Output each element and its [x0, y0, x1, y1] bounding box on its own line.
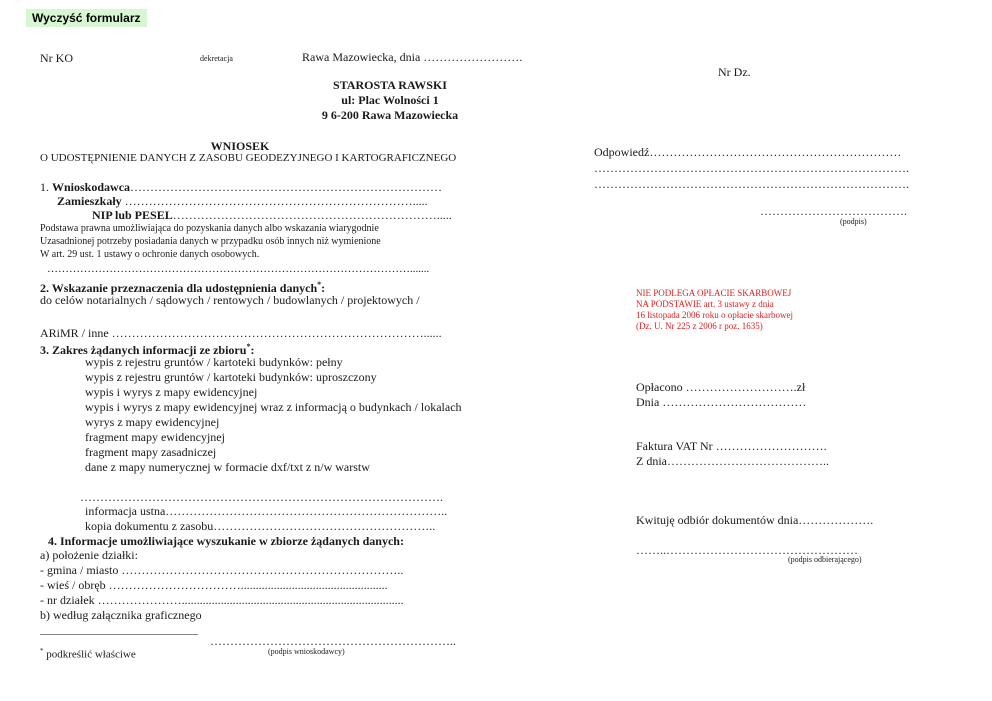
- form-title: WNIOSEK: [210, 139, 270, 153]
- scope-label: 3. Zakres żądanych informacji ze zbioru: [40, 343, 247, 357]
- footnote: [40, 645, 136, 662]
- address-field[interactable]: ……………………………………………………………….....: [124, 194, 428, 208]
- purpose-options[interactable]: do celów notarialnych / sądowych / rentowych / budowlanych / projektowych /: [40, 293, 420, 307]
- scope-star: *: [246, 342, 251, 351]
- scope-colon: :: [250, 343, 255, 357]
- legal-basis-field[interactable]: ……………………………………………………………………………………….......: [47, 263, 430, 275]
- scope-item[interactable]: dane z mapy numerycznej w formacie dxf/txt z n/w warstw: [85, 460, 370, 474]
- paid-date-field[interactable]: Dnia ………………………………: [636, 395, 807, 409]
- paid-amount-field[interactable]: Opłacono ……………………….zł: [636, 380, 806, 394]
- fee-exemption-stamp-3: 16 listopada 2006 roku o opłacie skarbowej: [636, 310, 793, 320]
- address-line: [57, 194, 428, 208]
- purpose-other[interactable]: ARiMR / inne ……………………………………………………………………......: [40, 326, 442, 340]
- receiver-signature-label: (podpis odbierającego): [788, 555, 862, 564]
- place-date: Rawa Mazowiecka, dnia …………………….: [302, 50, 523, 64]
- footnote-divider: [40, 634, 198, 635]
- village-field[interactable]: - wieś / obręb …………………………….................................................: [40, 578, 388, 592]
- graphic-attachment-label: b) według załącznika graficznego: [40, 608, 202, 622]
- legal-basis-text-1: Podstawa prawna umożliwiająca do pozyskania danych albo wskazania wiarygodnie: [40, 223, 379, 234]
- scope-item[interactable]: wyrys z mapy ewidencyjnej: [85, 415, 220, 429]
- signature-field[interactable]: ……………………………….: [760, 204, 907, 218]
- nr-dz-label: Nr Dz.: [718, 65, 751, 79]
- nip-field[interactable]: ………………………………………………………….....: [172, 208, 452, 222]
- municipality-field[interactable]: - gmina / miasto ……………………………………………………………..: [40, 563, 404, 577]
- legal-basis-text-2: Uzasadnionej potrzeby posiadania danych w przypadku osób innych niż wymienione: [40, 236, 381, 247]
- applicant-field[interactable]: ……………………………………………………………………: [130, 180, 443, 194]
- response-field-line-3[interactable]: …………………………………………………………………….: [594, 177, 909, 191]
- scope-item[interactable]: fragment mapy ewidencyjnej: [85, 430, 225, 444]
- applicant-signature-field[interactable]: ……………………………………………………..: [210, 634, 456, 648]
- office-street: ul: Plac Wolności 1: [341, 93, 439, 107]
- scope-item[interactable]: fragment mapy zasadniczej: [85, 445, 217, 459]
- layers-field[interactable]: ……………………………………………………………………………….: [80, 490, 443, 504]
- nip-line: [92, 208, 452, 222]
- form-subtitle: O UDOSTĘPNIENIE DANYCH Z ZASOBU GEODEZYJNEGO I KARTOGRAFICZNEGO: [40, 152, 457, 164]
- office-city: 9 6-200 Rawa Mazowiecka: [321, 108, 459, 122]
- fee-exemption-stamp-4: (Dz. U. Nr 225 z 2006 r poz. 1635): [636, 321, 763, 331]
- invoice-date-field[interactable]: Z dnia…………………………………..: [636, 454, 829, 468]
- purpose-label: 2. Wskazanie przeznaczenia dla udostępnienia danych: [40, 281, 318, 295]
- scope-item[interactable]: wypis i wyrys z mapy ewidencyjnej wraz z informacją o budynkach / lokalach: [85, 400, 462, 414]
- scope-oral-info[interactable]: informacja ustna……………………………………………………………..: [85, 504, 448, 518]
- footnote-star: *: [40, 647, 44, 655]
- office-name: STAROSTA RAWSKI: [333, 78, 447, 92]
- scope-item[interactable]: wypis z rejestru gruntów / kartoteki budynków: uproszczony: [85, 370, 377, 384]
- scope-document-copy[interactable]: kopia dokumentu z zasobu………………………………………………..: [85, 519, 436, 533]
- fee-exemption-stamp-1: NIE PODLEGA OPŁACIE SKARBOWEJ: [636, 288, 792, 298]
- purpose-star: *: [317, 280, 322, 289]
- applicant-line: [40, 180, 442, 194]
- receipt-date-field[interactable]: Kwituję odbiór dokumentów dnia……………….: [636, 513, 874, 527]
- response-field[interactable]: Odpowiedź………………………………………………………: [594, 145, 902, 159]
- receiver-signature-field[interactable]: ……..…………………………………………: [636, 543, 858, 557]
- fee-exemption-stamp-2: NA PODSTAWIE art. 3 ustawy z dnia: [636, 299, 774, 309]
- signature-label: (podpis): [840, 217, 867, 226]
- applicant-label: Wnioskodawca: [52, 180, 131, 194]
- scope-item[interactable]: wypis i wyrys z mapy ewidencyjnej: [85, 385, 258, 399]
- response-field-line-2[interactable]: …………………………………………………………………….: [594, 161, 909, 175]
- legal-basis-text-3: W art. 29 ust. 1 ustawy o ochronie danych osobowych.: [40, 249, 260, 260]
- address-label: Zamieszkały: [57, 194, 122, 208]
- dekretacja-label: dekretacja: [200, 54, 233, 63]
- footnote-text: podkreślić właściwe: [46, 648, 136, 661]
- nr-ko-label: Nr KO: [40, 51, 73, 65]
- nip-label: NIP lub PESEL: [92, 208, 173, 222]
- search-info-heading: 4. Informacje umożliwiające wyszukanie w zbiorze żądanych danych:: [48, 534, 404, 548]
- scope-item[interactable]: wypis z rejestru gruntów / kartoteki budynków: pełny: [85, 355, 343, 369]
- plot-location-label: a) położenie działki:: [40, 548, 138, 562]
- clear-form-button[interactable]: Wyczyść formularz: [26, 9, 147, 27]
- plot-numbers-field[interactable]: - nr działek …………………..........................................................................: [40, 593, 404, 607]
- invoice-number-field[interactable]: Faktura VAT Nr ……………………….: [636, 439, 827, 453]
- section1-number: 1.: [40, 180, 49, 194]
- purpose-colon: :: [321, 281, 326, 295]
- applicant-signature-label: (podpis wnioskodawcy): [268, 647, 345, 656]
